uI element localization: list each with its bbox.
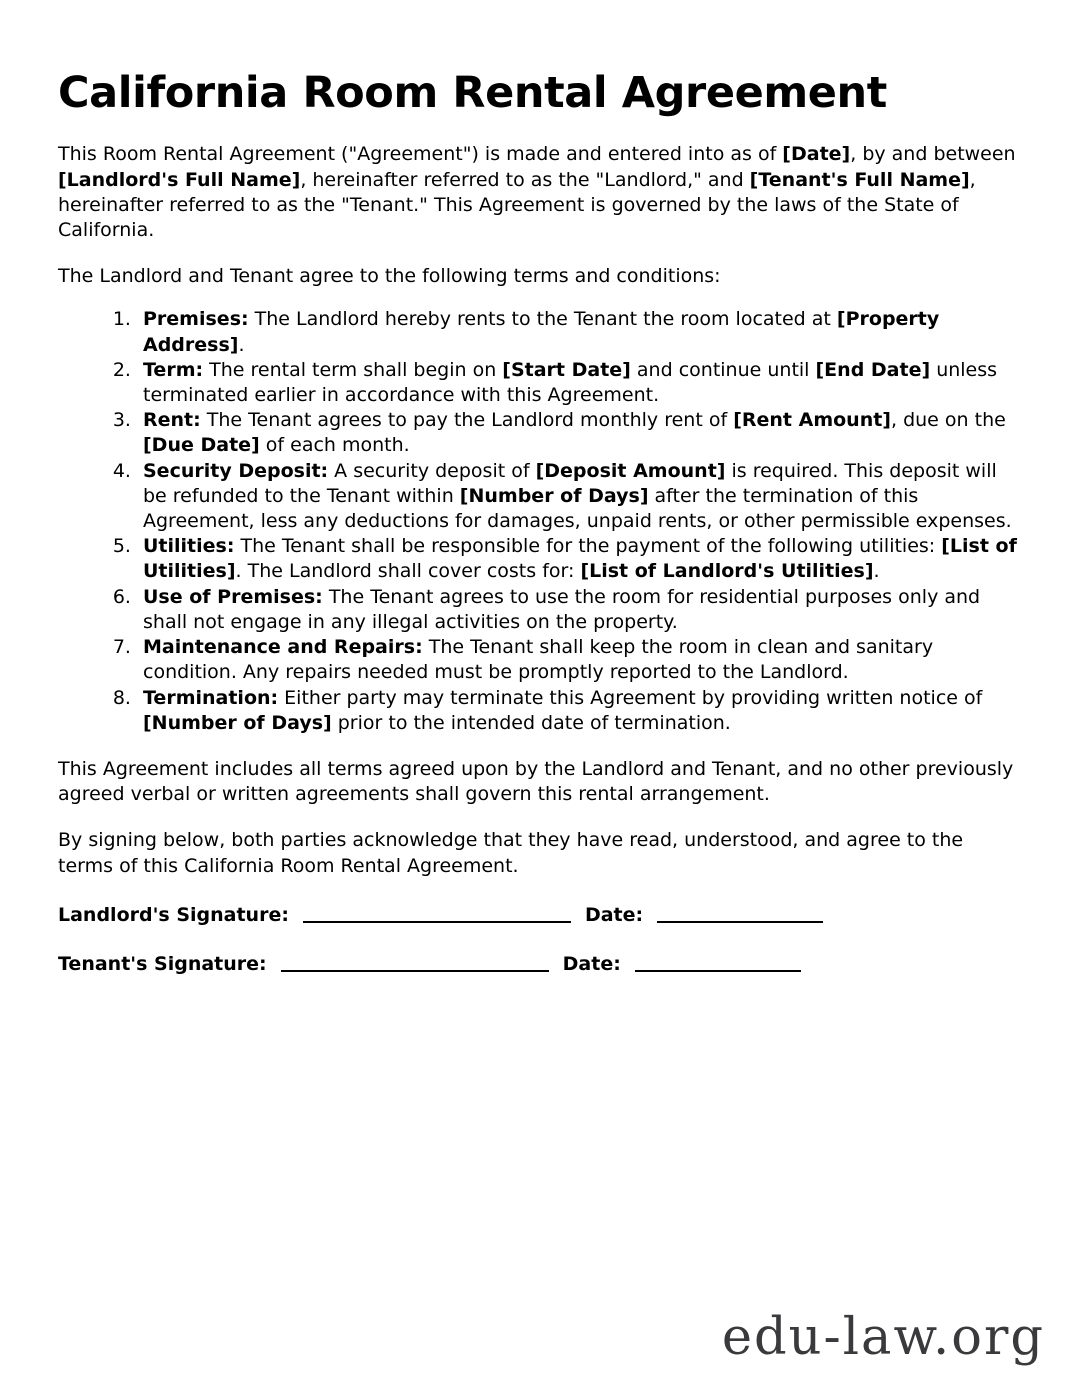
placeholder-deposit-amount: [Deposit Amount] [535,459,726,482]
term-heading: Termination: [143,686,279,709]
intro-text-1: This Room Rental Agreement ("Agreement") is made and entered into as of [58,143,783,166]
list-item [137,635,1017,685]
spacer [58,116,1017,142]
term-text-2: and continue until [630,358,816,381]
term-text-3: . [873,560,880,583]
term-text-1: Either party may terminate this Agreement by providing written notice of [278,686,983,709]
term-text-2: . The Landlord shall cover costs for: [235,560,581,583]
placeholder-tenant-name: [Tenant's Full Name] [749,168,970,191]
list-item [137,307,1017,357]
term-heading: Use of Premises: [143,585,323,608]
term-text-2: prior to the intended date of termination. [331,711,731,734]
term-heading: Rent: [143,409,201,432]
list-item [137,408,1017,458]
spacer [58,879,1017,903]
list-item [137,686,1017,736]
landlord-signature-row [58,903,1017,928]
term-text-3: of each month. [259,434,410,457]
term-text-1: The Tenant agrees to pay the Landlord monthly rent of [200,409,734,432]
term-text-1: The Tenant shall be responsible for the payment of the following utilities: [234,535,942,558]
spacer [58,289,1017,307]
term-text-2: , due on the [891,409,1006,432]
list-item [137,459,1017,535]
tenant-signature-row [58,952,1017,977]
list-item [137,534,1017,584]
page-title: California Room Rental Agreement [58,68,887,118]
placeholder-property-address: [Property Address] [143,308,940,356]
placeholder-due-date: [Due Date] [143,434,260,457]
landlord-date-field[interactable] [657,921,823,923]
landlord-signature-label: Landlord's Signature: [58,903,289,926]
term-heading: Premises: [143,308,249,331]
tenant-signature-label: Tenant's Signature: [58,952,267,975]
landlord-date-label: Date: [584,903,644,926]
term-text-1: The Tenant agrees to use the room for residential purposes only and shall not engage in any illegal activities on the property. [143,585,981,633]
term-heading: Security Deposit: [143,459,329,482]
term-text-1: A security deposit of [328,459,536,482]
term-heading: Maintenance and Repairs: [143,636,423,659]
closing-paragraph-2: By signing below, both parties acknowledge that they have read, understood, and agree to the terms of this California Room Rental Agreement. [58,829,964,877]
tenant-signature-field[interactable] [281,970,549,972]
placeholder-end-date: [End Date] [815,358,931,381]
intro-text-2: , by and between [850,143,1016,166]
term-text-1: The Tenant shall keep the room in clean and sanitary condition. Any repairs needed must be promptly reported to the Landlord. [143,636,934,684]
spacer [58,736,1017,757]
intro-paragraph [58,142,1017,243]
list-item [137,585,1017,635]
terms-lead-in: The Landlord and Tenant agree to the following terms and conditions: [58,265,721,288]
term-text-3: unless terminated earlier in accordance with this Agreement. [143,358,998,407]
term-text-2: . [238,333,245,356]
placeholder-number-of-days: [Number of Days] [459,484,649,507]
intro-text-4: , hereinafter referred to as the "Tenant." This Agreement is governed by the laws of the State of California. [58,168,976,242]
term-heading: Term: [143,358,204,381]
term-text-1: The Landlord hereby rents to the Tenant the room located at [248,308,837,331]
tenant-date-label: Date: [562,952,621,975]
term-text-3: after the termination of this Agreement, less any deductions for damages, unpaid rents, or other permissible expenses. [143,484,1012,533]
closing-paragraph-1: This Agreement includes all terms agreed upon by the Landlord and Tenant, and no other previously agreed verbal or written agreements shall govern this rental arrangement. [58,757,1014,806]
placeholder-number-of-days: [Number of Days] [143,711,332,734]
spacer [58,928,1017,952]
list-item [137,358,1017,408]
placeholder-start-date: [Start Date] [502,358,631,381]
placeholder-landlord-name: [Landlord's Full Name] [58,168,301,191]
landlord-signature-field[interactable] [303,921,571,923]
placeholder-rent-amount: [Rent Amount] [733,409,891,432]
spacer [58,243,1017,264]
terms-list [58,307,1017,735]
term-text-2: is required. This deposit will be refunded to the Tenant within [143,459,997,507]
term-heading: Utilities: [143,535,235,558]
placeholder-landlord-utilities: [List of Landlord's Utilities] [580,560,874,583]
placeholder-list-of-utilities: [List of Utilities] [143,535,1017,583]
watermark-edu-law: edu-law.org [721,1308,1045,1367]
term-text-1: The rental term shall begin on [203,358,503,381]
spacer [58,807,1017,828]
tenant-date-field[interactable] [635,970,801,972]
placeholder-date: [Date] [782,143,851,166]
intro-text-3: , hereinafter referred to as the "Landlord," and [300,168,750,191]
